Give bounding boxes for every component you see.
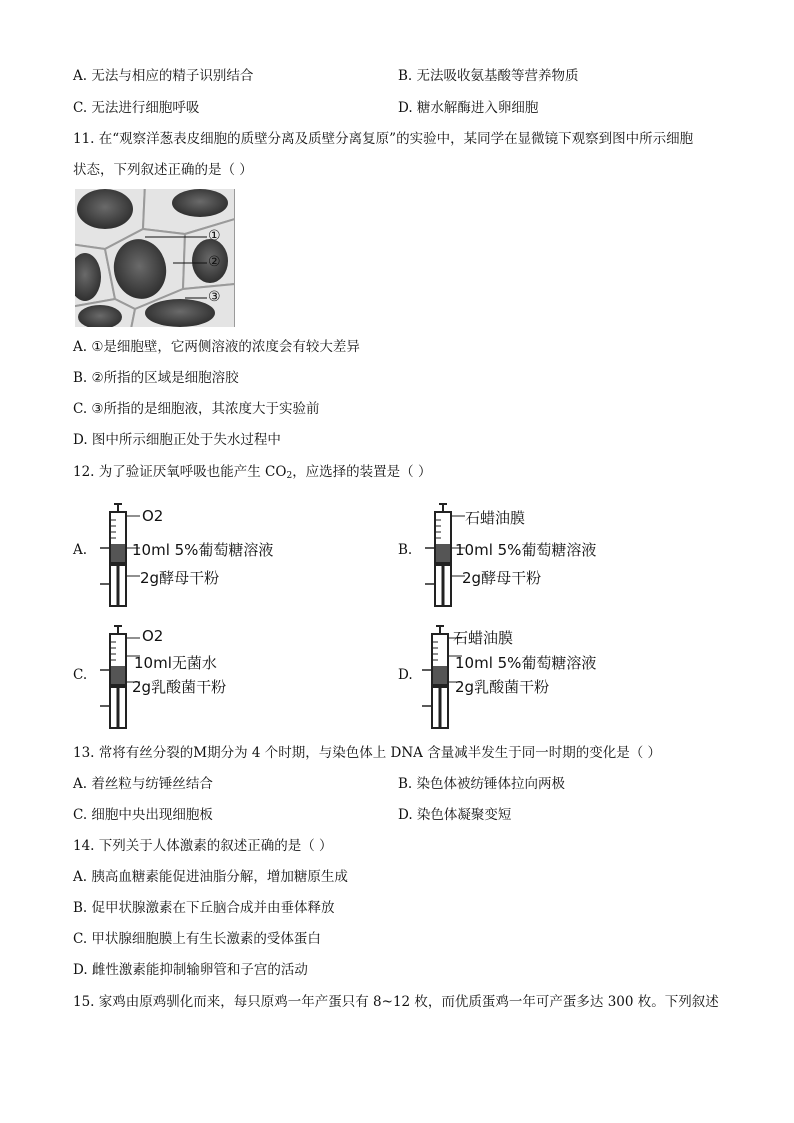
q14-stem: 14. 下列关于人体激素的叙述正确的是（ ） bbox=[73, 838, 333, 854]
syringe-c-top-label: O2 bbox=[142, 627, 164, 645]
q13-option-b: B. 染色体被纺锤体拉向两极 bbox=[398, 776, 566, 792]
q12-option-a-letter: A. bbox=[73, 542, 88, 558]
marker-3: ③ bbox=[208, 289, 221, 305]
q11-option-b: B. ②所指的区域是细胞溶胶 bbox=[73, 370, 239, 386]
q13-stem: 13. 常将有丝分裂的M期分为 4 个时期，与染色体上 DNA 含量减半发生于同一时期的变化是（ ） bbox=[73, 745, 662, 761]
q10-option-b: B. 无法吸收氨基酸等营养物质 bbox=[398, 68, 579, 84]
q11-option-c: C. ③所指的是细胞液，其浓度大于实验前 bbox=[73, 401, 320, 417]
syringe-c-mid-label: 10ml无菌水 bbox=[134, 654, 217, 672]
q13-option-a: A. 着丝粒与纺锤丝结合 bbox=[73, 776, 213, 792]
syringe-c-bottom-label: 2g乳酸菌干粉 bbox=[132, 678, 227, 696]
q14-option-b: B. 促甲状腺激素在下丘脑合成并由垂体释放 bbox=[73, 900, 335, 916]
syringe-d-top-label: 石蜡油膜 bbox=[453, 629, 514, 647]
marker-1: ① bbox=[208, 228, 221, 244]
syringe-d-bottom-label: 2g乳酸菌干粉 bbox=[455, 678, 550, 696]
syringe-a-top-label: O2 bbox=[142, 507, 164, 525]
q10-option-a: A. 无法与相应的精子识别结合 bbox=[73, 68, 254, 84]
marker-2: ② bbox=[208, 254, 221, 270]
syringe-b-mid-label: 10ml 5%葡萄糖溶液 bbox=[455, 541, 597, 559]
q15-stem: 15. 家鸡由原鸡驯化而来，每只原鸡一年产蛋只有 8~12 枚，而优质蛋鸡一年可产蛋多达 300 枚。下列叙述 bbox=[73, 994, 719, 1010]
q10-option-d: D. 糖水解酶进入卵细胞 bbox=[398, 100, 539, 116]
q12-option-b-letter: B. bbox=[398, 542, 413, 558]
syringe-b-bottom-label: 2g酵母干粉 bbox=[462, 569, 542, 587]
q11-stem-line1: 11. 在“观察洋葱表皮细胞的质壁分离及质壁分离复原”的实验中，某同学在显微镜下观察到图中所示细胞 bbox=[73, 131, 694, 147]
syringe-b-top-label: 石蜡油膜 bbox=[465, 509, 526, 527]
q14-option-a: A. 胰高血糖素能促进油脂分解，增加糖原生成 bbox=[73, 869, 348, 885]
q14-option-d: D. 雌性激素能抑制输卵管和子宫的活动 bbox=[73, 962, 308, 978]
q11-option-d: D. 图中所示细胞正处于失水过程中 bbox=[73, 432, 281, 448]
q14-option-c: C. 甲状腺细胞膜上有生长激素的受体蛋白 bbox=[73, 931, 321, 947]
syringe-d-mid-label: 10ml 5%葡萄糖溶液 bbox=[455, 654, 597, 672]
syringe-a-bottom-label: 2g酵母干粉 bbox=[140, 569, 220, 587]
q10-option-c: C. 无法进行细胞呼吸 bbox=[73, 100, 200, 116]
q12-option-d-letter: D. bbox=[398, 667, 413, 683]
q11-stem-line2: 状态，下列叙述正确的是（ ） bbox=[73, 162, 253, 178]
q13-option-c: C. 细胞中央出现细胞板 bbox=[73, 807, 213, 823]
q13-option-d: D. 染色体凝聚变短 bbox=[398, 807, 512, 823]
syringe-a-mid-label: 10ml 5%葡萄糖溶液 bbox=[132, 541, 274, 559]
q11-option-a: A. ①是细胞壁，它两侧溶液的浓度会有较大差异 bbox=[73, 339, 360, 355]
q12-option-c-letter: C. bbox=[73, 667, 88, 683]
q12-stem: 12. 为了验证厌氧呼吸也能产生 $CO_2$，应选择的装置是（ ） bbox=[73, 464, 432, 481]
